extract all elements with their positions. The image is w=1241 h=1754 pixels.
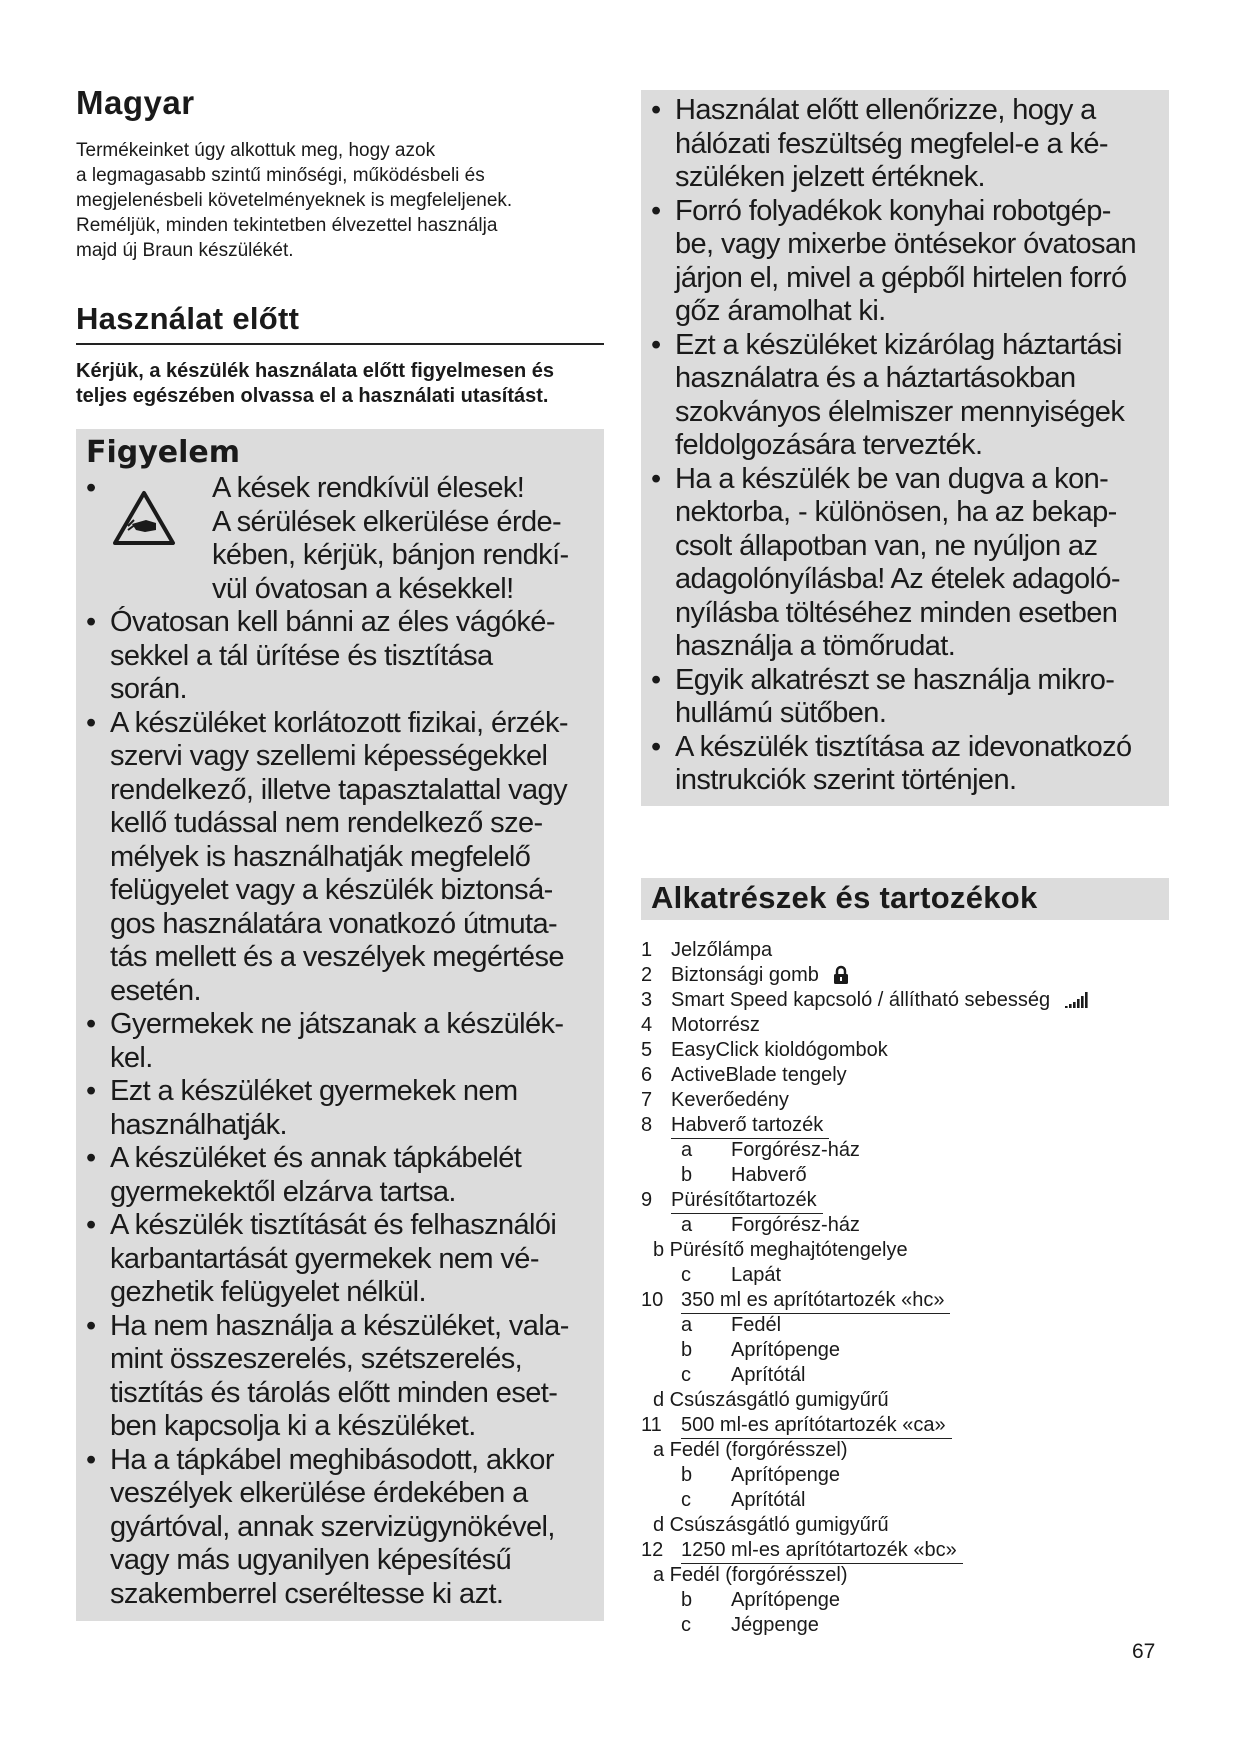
part-number: 1: [641, 938, 653, 961]
warning-item: • A készüléket és annak tápkábelét gyermekektől elzárva tartsa.: [86, 1142, 594, 1209]
part-label: ActiveBlade tengely: [671, 1063, 847, 1086]
warning-item: • Ha nem használja a készüléket, vala- mint összeszerelés, szétszerelés, tisztítás és tárolás előtt minden eset- ben kapcsolja ki a készüléket.: [86, 1310, 594, 1444]
part-number: 2: [641, 963, 653, 986]
warning-item: • Ha a tápkábel meghibásodott, akkor veszélyek elkerülése érdekében a gyártóval, annak szervizügynökével, vagy más ugyanilyen képesítésű szakemberrel cseréltesse ki azt.: [86, 1444, 594, 1612]
warning-item: • A készüléket korlátozott fizikai, érzék- szervi vagy szellemi képességekkel rendelkező, illetve tapasztalattal vagy kellő tudással nem rendelkező sze- mélyek is használhatják megfelelő felügyelet vagy a készülék biztonsá- gos használatára vonatkozó útmuta- tás mellett és a veszélyek megértése esetén.: [86, 707, 594, 1009]
parts-list: [641, 938, 1169, 1638]
before-use-note: Kérjük, a készülék használata előtt figyelmesen és teljes egészében olvassa el a használati utasítást.: [76, 360, 554, 407]
parts-row: [641, 1588, 1169, 1613]
part-sub-label: b Pürésítő meghajtótengelye: [653, 1238, 908, 1261]
language-title: Magyar: [76, 84, 195, 121]
part-number: 6: [641, 1063, 653, 1086]
parts-row: [641, 963, 1169, 988]
parts-row: [641, 938, 1169, 963]
part-sub-label: Jégpenge: [731, 1613, 819, 1636]
safety-item: • Forró folyadékok konyhai robotgép- be, vagy mixerbe öntésekor óvatosan járjon el, mivel a gépből hirtelen forró gőz áramolhat ki.: [651, 195, 1159, 329]
part-sub-label: Forgórész-ház: [731, 1138, 860, 1161]
part-number: 11: [641, 1413, 662, 1436]
safety-item: • Használat előtt ellenőrizze, hogy a hálózati feszültség megfelel-e a ké- szüléken jelzett értéknek.: [651, 94, 1159, 195]
warning-list-more: [86, 606, 594, 1611]
parts-row: [641, 1013, 1169, 1038]
part-number: 9: [641, 1188, 653, 1211]
part-sub-label: Lapát: [731, 1263, 782, 1286]
part-number: 4: [641, 1013, 653, 1036]
part-sub-letter: b: [681, 1463, 693, 1486]
part-sub-letter: b: [681, 1338, 693, 1361]
right-column: [641, 90, 1169, 1638]
parts-row: [641, 1413, 1169, 1438]
speed-bars-icon: [1064, 991, 1090, 1009]
part-sub-letter: c: [681, 1263, 691, 1286]
part-number: 10: [641, 1288, 664, 1311]
part-number: 12: [641, 1538, 664, 1561]
warning-item: • A készülék tisztítását és felhasználói karbantartását gyermekek nem vé- gezhetik felügyelet nélkül.: [86, 1209, 594, 1310]
part-label: Smart Speed kapcsoló / állítható sebesség: [671, 988, 1090, 1013]
part-sub-label: d Csúszásgátló gumigyűrű: [653, 1513, 889, 1536]
part-sub-letter: a: [681, 1213, 693, 1236]
parts-row: [641, 1088, 1169, 1113]
part-sub-letter: b: [681, 1588, 693, 1611]
safety-box: [641, 90, 1169, 806]
parts-row: [641, 1063, 1169, 1088]
parts-row: [641, 1263, 1169, 1288]
parts-row: [641, 1338, 1169, 1363]
parts-row: [641, 1138, 1169, 1163]
part-sub-letter: b: [681, 1163, 693, 1186]
parts-row: [641, 1488, 1169, 1513]
blade-hand-warning-icon: [112, 490, 176, 546]
part-label: Pürésítőtartozék: [671, 1188, 823, 1214]
part-label: Motorrész: [671, 1013, 760, 1036]
parts-row: [641, 1513, 1169, 1538]
part-sub-letter: a: [681, 1138, 693, 1161]
part-number: 8: [641, 1113, 653, 1136]
part-label: 1250 ml-es aprítótartozék «bc»: [681, 1538, 963, 1564]
part-number: 3: [641, 988, 653, 1011]
part-sub-label: Aprítótál: [731, 1363, 806, 1386]
part-number: 5: [641, 1038, 653, 1061]
warning-item: • Ezt a készüléket gyermekek nem használhatják.: [86, 1075, 594, 1142]
parts-row: [641, 1463, 1169, 1488]
part-sub-label: Aprítópenge: [731, 1463, 840, 1486]
part-sub-letter: c: [681, 1363, 691, 1386]
part-sub-label: a Fedél (forgórésszel): [653, 1438, 848, 1461]
part-sub-label: Forgórész-ház: [731, 1213, 860, 1236]
safety-item: • Ha a készülék be van dugva a kon- nektorba, - különösen, ha az bekap- csolt állapotban van, ne nyúljon az adagolónyílásba! Az ételek adagoló- nyílásba töltéséhez minden esetben használja a tömőrudat.: [651, 463, 1159, 664]
safety-item: • A készülék tisztítása az idevonatkozó instrukciók szerint történjen.: [651, 731, 1159, 798]
page-number: 67: [1132, 1640, 1156, 1663]
part-sub-label: Aprítótál: [731, 1488, 806, 1511]
part-label: Habverő tartozék: [671, 1113, 829, 1139]
warning-item: • Gyermekek ne játszanak a készülék- kel.: [86, 1008, 594, 1075]
part-label: EasyClick kioldógombok: [671, 1038, 888, 1061]
parts-row: [641, 1238, 1169, 1263]
parts-row: [641, 1388, 1169, 1413]
parts-row: [641, 1113, 1169, 1138]
part-label: Jelzőlámpa: [671, 938, 773, 961]
parts-row: [641, 1313, 1169, 1338]
warning-title: Figyelem: [86, 435, 241, 470]
part-number: 7: [641, 1088, 653, 1111]
intro-paragraph: Termékeinket úgy alkottuk meg, hogy azok a legmagasabb szintű minőségi, működésbeli és megjelenésbeli követelményeknek is megfeleljenek. Reméljük, minden tekintetben élvezettel használja majd új Braun készülékét.: [76, 140, 513, 261]
parts-row: [641, 1563, 1169, 1588]
left-column: [76, 84, 604, 1621]
parts-header: [641, 878, 1169, 920]
parts-row: [641, 1213, 1169, 1238]
part-label: 350 ml es aprítótartozék «hc»: [681, 1288, 950, 1314]
part-sub-label: a Fedél (forgórésszel): [653, 1563, 848, 1586]
part-sub-letter: a: [681, 1313, 693, 1336]
parts-row: [641, 1438, 1169, 1463]
part-sub-label: Fedél: [731, 1313, 782, 1336]
part-sub-letter: c: [681, 1613, 691, 1636]
part-sub-label: d Csúszásgátló gumigyűrű: [653, 1388, 889, 1411]
warning-item: • Óvatosan kell bánni az éles vágóké- sekkel a tál ürítése és tisztítása során.: [86, 606, 594, 707]
part-sub-label: Aprítópenge: [731, 1338, 840, 1361]
warning-item: • A kések rendkívül élesek! A sérülések elkerülése érde- kében, kérjük, bánjon rendkí- vül óvatosan a késekkel!: [86, 472, 594, 606]
parts-row: [641, 1038, 1169, 1063]
parts-row: [641, 1538, 1169, 1563]
part-label: Keverőedény: [671, 1088, 789, 1111]
parts-row: [641, 988, 1169, 1013]
parts-row: [641, 1363, 1169, 1388]
warning-list: [86, 472, 594, 606]
parts-row: [641, 1188, 1169, 1213]
safety-list: [651, 94, 1159, 798]
warning-box: [76, 429, 604, 1621]
part-sub-letter: c: [681, 1488, 691, 1511]
parts-row: [641, 1163, 1169, 1188]
section-title-before-use: Használat előtt: [76, 301, 604, 345]
safety-item: • Egyik alkatrészt se használja mikro- hullámú sütőben.: [651, 664, 1159, 731]
part-sub-label: Aprítópenge: [731, 1588, 840, 1611]
parts-row: [641, 1613, 1169, 1638]
lock-icon: [833, 965, 849, 985]
safety-item: • Ezt a készüléket kizárólag háztartási használatra és a háztartásokban szokványos élelmiszer mennyiségek feldolgozására tervezték.: [651, 329, 1159, 463]
parts-title: Alkatrészek és tartozékok: [651, 879, 1038, 915]
part-label: Biztonsági gomb: [671, 963, 849, 988]
parts-row: [641, 1288, 1169, 1313]
part-sub-label: Habverő: [731, 1163, 807, 1186]
part-label: 500 ml-es aprítótartozék «ca»: [681, 1413, 952, 1439]
